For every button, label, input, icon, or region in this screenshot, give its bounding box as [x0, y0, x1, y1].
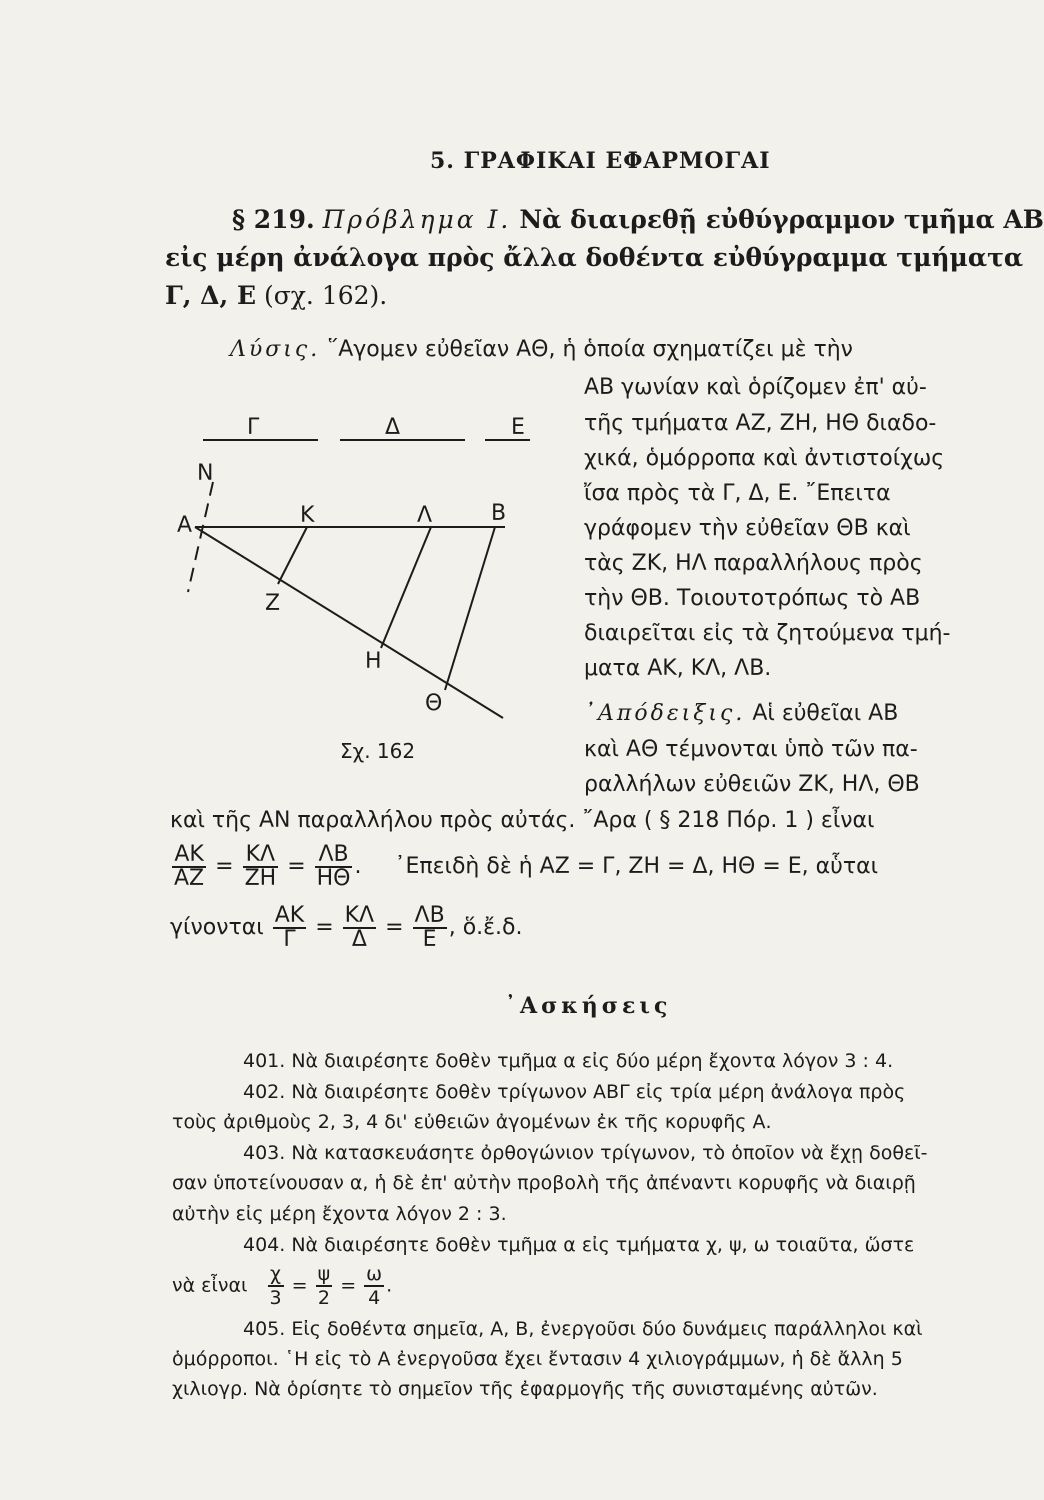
figure-162 [177, 410, 530, 770]
solution-line-1: Λύσις. ῞Αγομεν εὐθεῖαν ΑΘ, ἡ ὁποία σχηματίζει μὲ τὴν [230, 337, 853, 362]
problem-label: Πρόβλημα Ι. [322, 205, 512, 234]
solution-line-9: διαιρεῖται εἰς τὰ ζητούμενα τμή- [584, 621, 951, 646]
fraction-x-3: $\frac{\chi}{3}$ [269, 1263, 282, 1309]
figure-ref: (σχ. 162). [263, 281, 388, 310]
proof-label: ᾿Απόδειξις. [584, 701, 746, 726]
segments-list: Γ, Δ, Ε [165, 281, 257, 310]
line-hl [381, 527, 431, 648]
exercise-404-line-1: 404. Νὰ διαιρέσητε δοθὲν τμῆμα α εἰς τμήματα χ, ψ, ω τοιαῦτα, ὥστε [243, 1234, 915, 1256]
exercise-404-lead: νὰ εἶναι [172, 1274, 248, 1297]
solution-label: Λύσις. [230, 337, 321, 362]
fraction-psi-2: $\frac{\psi}{2}$ [317, 1263, 331, 1309]
fraction-lb-e: $\frac{\Lambda B}{E}$ [414, 903, 445, 952]
label-l: Λ [417, 503, 433, 528]
equation-2-lead: γίνονται [170, 915, 264, 940]
label-k: Κ [300, 503, 315, 528]
label-epsilon: Ε [511, 415, 525, 440]
line-ath [195, 527, 503, 718]
proof-line-4: καὶ τῆς ΑΝ παραλλήλου πρὸς αὐτάς. ῎Αρα ( § 218 Πόρ. 1 ) εἶναι [170, 808, 875, 833]
solution-line-5: ἴσα πρὸς τὰ Γ, Δ, Ε. ῎Επειτα [584, 481, 891, 506]
label-th: Θ [425, 691, 443, 716]
solution-line-6: γράφομεν τὴν εὐθεῖαν ΘΒ καὶ [584, 516, 911, 541]
label-h: Η [365, 649, 382, 674]
problem-line-3 [165, 281, 387, 310]
fraction-kl-d: $\frac{K\Lambda}{\Delta}$ [344, 903, 375, 952]
label-gamma: Γ [247, 415, 260, 440]
exercises-title: ᾿Ασκήσεις [505, 993, 672, 1019]
equation-1: $\frac{AK}{AZ}$ = $\frac{K\Lambda}{ZH}$ = $\frac{\Lambda B}{H\Theta}$ . ᾿Επειδὴ δὲ ἡ ΑΖ = Γ, ΖΗ = Δ, ΗΘ = Ε, αὗται [174, 842, 879, 891]
label-b: Β [491, 501, 507, 526]
fraction-ak-g: $\frac{AK}{\Gamma}$ [274, 903, 305, 952]
solution-line-8: τὴν ΘΒ. Τοιουτοτρόπως τὸ ΑΒ [584, 586, 921, 611]
exercise-403-line-3: αὐτὴν εἰς μέρη ἔχοντα λόγον 2 : 3. [172, 1203, 507, 1225]
figure-caption: Σχ. 162 [340, 739, 416, 763]
exercise-402-line-2: τοὺς ἀριθμοὺς 2, 3, 4 δι' εὐθειῶν ἀγομένων ἐκ τῆς κορυφῆς Α. [172, 1111, 772, 1133]
label-a: Α [177, 513, 193, 538]
label-z: Ζ [265, 591, 281, 616]
problem-number: § 219. [232, 205, 315, 234]
solution-line-10: ματα ΑΚ, ΚΛ, ΛΒ. [584, 656, 772, 681]
problem-text: Νὰ διαιρεθῇ εὐθύγραμμον τμῆμα ΑΒ [519, 205, 1044, 234]
fraction-omega-4: $\frac{\omega}{4}$ [366, 1263, 383, 1309]
section-heading: 5. ΓΡΑΦΙΚΑΙ ΕΦΑΡΜΟΓΑΙ [430, 148, 771, 174]
solution-line-3: τῆς τμήματα ΑΖ, ΖΗ, ΗΘ διαδο- [584, 411, 937, 436]
equation-1-tail: ᾿Επειδὴ δὲ ἡ ΑΖ = Γ, ΖΗ = Δ, ΗΘ = Ε, αὗται [394, 854, 879, 879]
exercise-401: 401. Νὰ διαιρέσητε δοθὲν τμῆμα α εἰς δύο μέρη ἔχοντα λόγον 3 : 4. [243, 1050, 894, 1072]
fraction-kl-zh: $\frac{K\Lambda}{ZH}$ [244, 842, 277, 891]
label-delta: Δ [385, 415, 401, 440]
qed: ὅ.ἔ.δ. [462, 915, 523, 940]
proof-line-2: καὶ ΑΘ τέμνονται ὑπὸ τῶν πα- [584, 737, 918, 762]
solution-line-7: τὰς ΖΚ, ΗΛ παραλλήλους πρὸς [584, 551, 923, 576]
fraction-ak-az: $\frac{AK}{AZ}$ [174, 842, 205, 891]
exercise-403-line-2: σαν ὑποτείνουσαν α, ἡ δὲ ἐπ' αὐτὴν προβολὴ τῆς ἀπέναντι κορυφῆς νὰ διαιρῇ [172, 1172, 916, 1194]
proof-line-1: ᾿Απόδειξις. Αἱ εὐθεῖαι ΑΒ [584, 701, 899, 726]
proof-line-3: ραλλήλων εὐθειῶν ΖΚ, ΗΛ, ΘΒ [584, 772, 920, 797]
exercise-405-line-1: 405. Εἰς δοθέντα σημεῖα, Α, Β, ἐνεργοῦσι δύο δυνάμεις παράλληλοι καὶ [243, 1318, 923, 1340]
problem-line-1 [232, 205, 1044, 234]
fraction-lb-hth: $\frac{\Lambda B}{H\Theta}$ [316, 842, 351, 891]
exercise-402-line-1: 402. Νὰ διαιρέσητε δοθὲν τρίγωνον ΑΒΓ εἰς τρία μέρη ἀνάλογα πρὸς [243, 1081, 906, 1103]
equation-2: γίνονται $\frac{AK}{\Gamma}$ = $\frac{K\Lambda}{\Delta}$ = $\frac{\Lambda B}{E}$ , ὅ.ἔ.δ. [170, 903, 523, 952]
solution-line-4: χικά, ὁμόρροπα καὶ ἀντιστοίχως [584, 446, 945, 471]
problem-line-2: εἰς μέρη ἀνάλογα πρὸς ἄλλα δοθέντα εὐθύγραμμα τμήματα [165, 243, 1024, 272]
line-thb [445, 527, 495, 690]
exercise-404-line-2: νὰ εἶναι $\frac{\chi}{3}$ = $\frac{\psi}{2}$ = $\frac{\omega}{4}$ . [172, 1263, 393, 1309]
label-n: Ν [197, 461, 214, 486]
exercise-403-line-1: 403. Νὰ κατασκευάσητε ὀρθογώνιον τρίγωνον, τὸ ὁποῖον νὰ ἔχῃ δοθεῖ- [243, 1142, 928, 1164]
solution-line-2: ΑΒ γωνίαν καὶ ὁρίζομεν ἐπ' αὐ- [584, 375, 927, 400]
line-zk [278, 527, 307, 584]
exercise-405-line-3: χιλιογρ. Νὰ ὁρίσητε τὸ σημεῖον τῆς ἐφαρμογῆς τῆς συνισταμένης αὐτῶν. [172, 1378, 878, 1400]
exercise-405-line-2: ὁμόρροποι. ῾Η εἰς τὸ Α ἐνεργοῦσα ἔχει ἔντασιν 4 χιλιογράμμων, ἡ δὲ ἄλλη 5 [172, 1348, 903, 1370]
